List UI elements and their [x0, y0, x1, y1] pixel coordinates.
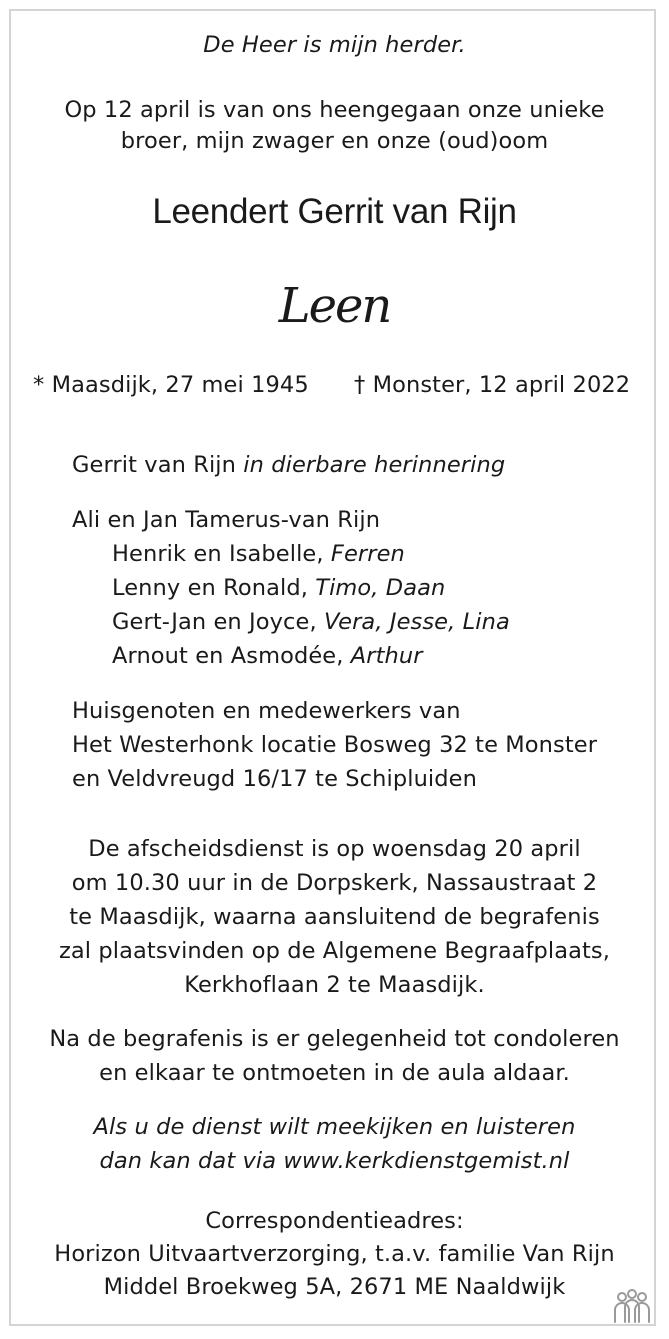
family-parents: Gert-Jan en Joyce,	[112, 609, 317, 635]
stream-line-1: Als u de dienst wilt meekijken en luisteren	[93, 1114, 576, 1140]
memory-name: Gerrit van Rijn	[72, 452, 237, 478]
family-line	[112, 537, 405, 571]
intro-line-2: broer, mijn zwager en onze (oud)oom	[120, 128, 549, 154]
memory-line	[72, 448, 505, 482]
stream-line-2: dan kan dat via www.kerkdienstgemist.nl	[99, 1148, 570, 1174]
family-head: Ali en Jan Tamerus-van Rijn	[72, 507, 381, 533]
family-children: Timo, Daan	[315, 575, 446, 601]
family-children: Vera, Jesse, Lina	[323, 609, 510, 635]
care-line-1: Huisgenoten en medewerkers van	[72, 698, 461, 724]
family-line	[112, 605, 510, 639]
care-line-2: Het Westerhonk locatie Bosweg 32 te Monster	[72, 732, 598, 758]
correspondence-label: Correspondentieadres:	[205, 1208, 464, 1234]
motto: De Heer is mijn herder.	[203, 32, 466, 58]
correspondence-line-1: Horizon Uitvaartverzorging, t.a.v. familie Van Rijn	[54, 1241, 615, 1267]
service-line-4: zal plaatsvinden op de Algemene Begraafplaats,	[59, 938, 610, 964]
family-line	[112, 571, 445, 605]
death-date: † Monster, 12 april 2022	[354, 372, 631, 398]
service-line-3: te Maasdijk, waarna aansluitend de begrafenis	[69, 904, 600, 930]
service-line-2: om 10.30 uur in de Dorpskerk, Nassaustraat 2	[71, 870, 598, 896]
family-parents: Arnout en Asmodée,	[112, 643, 344, 669]
care-line-3: en Veldvreugd 16/17 te Schipluiden	[72, 766, 477, 792]
service-line-1: De afscheidsdienst is op woensdag 20 april	[88, 836, 581, 862]
condolence-line-2: en elkaar te ontmoeten in de aula aldaar.	[99, 1060, 570, 1086]
family-parents: Lenny en Ronald,	[112, 575, 308, 601]
deceased-name: Leendert Gerrit van Rijn	[152, 192, 517, 231]
intro-line-1: Op 12 april is van ons heengegaan onze unieke	[64, 97, 605, 123]
correspondence-line-2: Middel Broekweg 5A, 2671 ME Naaldwijk	[103, 1274, 566, 1300]
memory-note: in dierbare herinnering	[243, 452, 506, 478]
family-children: Ferren	[330, 541, 405, 567]
people-group-icon	[608, 1288, 656, 1328]
condolence-line-1: Na de begrafenis is er gelegenheid tot condoleren	[49, 1026, 620, 1052]
service-line-5: Kerkhoflaan 2 te Maasdijk.	[184, 972, 485, 998]
family-parents: Henrik en Isabelle,	[112, 541, 324, 567]
birth-date: * Maasdijk, 27 mei 1945	[33, 372, 309, 398]
family-line	[112, 639, 423, 673]
family-children: Arthur	[350, 643, 423, 669]
nickname-signature: Leen	[278, 278, 391, 334]
